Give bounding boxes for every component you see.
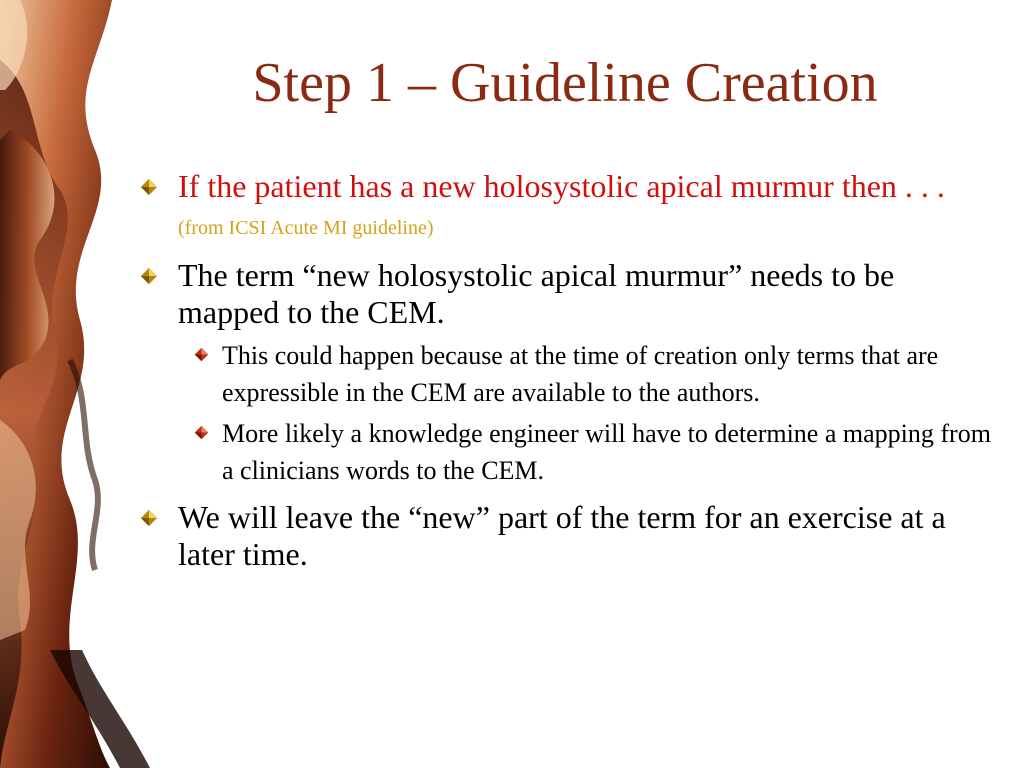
canyon-rock-image: [0, 0, 150, 768]
diamond-bullet-icon: [194, 425, 209, 440]
diamond-bullet-icon: [194, 347, 209, 362]
bullet-list: [138, 168, 998, 583]
bullet-text: We will leave the “new” part of the term for an exercise at a later time.: [178, 499, 946, 572]
bullet-item: [138, 499, 998, 573]
diamond-bullet-icon: [140, 267, 158, 285]
sub-bullet-item: [178, 415, 998, 489]
sub-bullet-list: [178, 337, 998, 489]
diamond-bullet-icon: [140, 509, 158, 527]
sub-bullet-item: [178, 337, 998, 411]
slide-title: Step 1 – Guideline Creation: [252, 52, 878, 114]
bullet-source-note: (from ICSI Acute MI guideline): [178, 217, 434, 239]
bullet-item: [138, 168, 998, 247]
bullet-text: If the patient has a new holosystolic apical murmur then . . .: [178, 168, 945, 204]
sub-bullet-text: More likely a knowledge engineer will have to determine a mapping from a clinicians words to the CEM.: [222, 419, 991, 485]
bullet-item: [138, 257, 998, 489]
diamond-bullet-icon: [140, 178, 158, 196]
bullet-text: The term “new holosystolic apical murmur” needs to be mapped to the CEM.: [178, 257, 895, 330]
sub-bullet-text: This could happen because at the time of creation only terms that are expressible in the CEM are available to the authors.: [222, 341, 939, 407]
